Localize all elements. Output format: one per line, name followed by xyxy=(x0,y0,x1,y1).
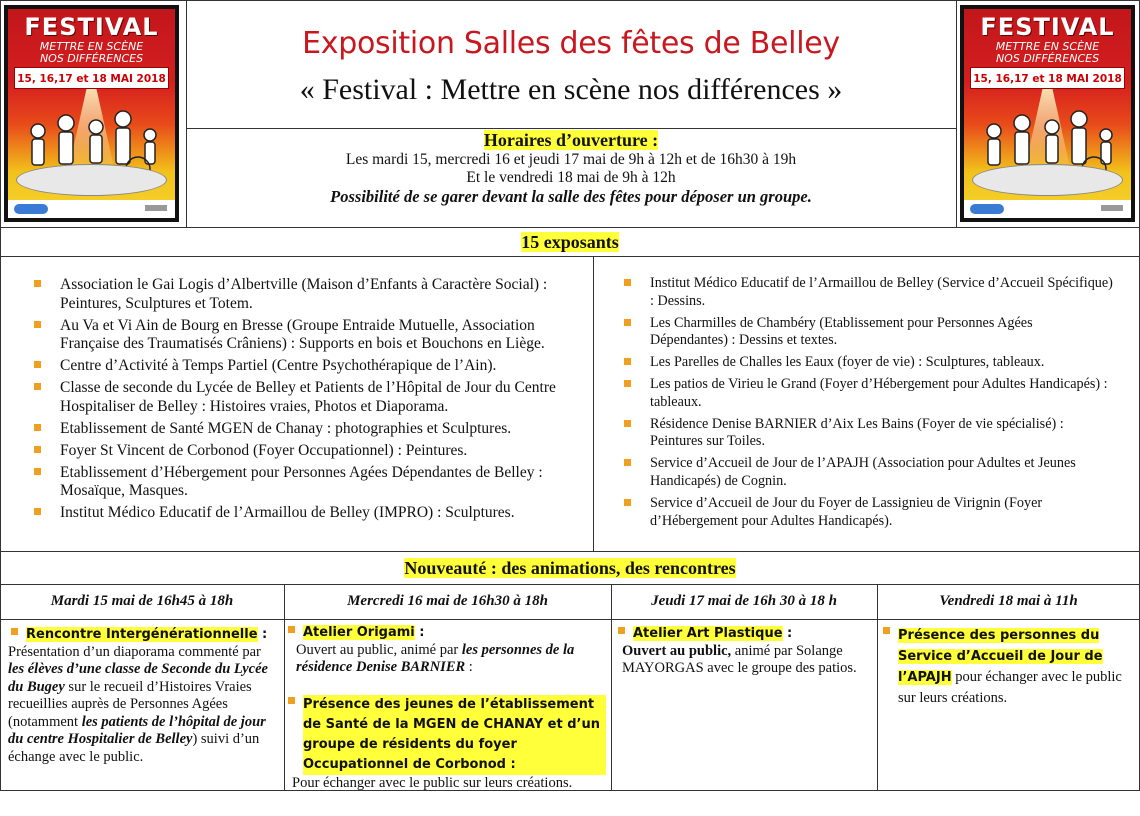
exhibitor-text: Les Parelles de Challes les Eaux (foyer de vie) : Sculptures, tableaux. xyxy=(650,354,1045,371)
event-description-2: Pour échanger avec le public sur leurs créations. xyxy=(292,774,573,791)
header-separator xyxy=(186,128,956,129)
event-title: Rencontre Intergénérationnelle xyxy=(26,627,258,642)
poster-stage xyxy=(972,164,1123,196)
exhibitor-text: Au Va et Vi Ain de Bourg en Bresse (Groupe Entraide Mutuelle, Association Française des Traumatisés Crâniens) : Supports en bois et Bouchons en Liège. xyxy=(60,316,545,352)
poster-subtitle-1: METTRE EN SCÈNE xyxy=(39,40,144,53)
exhibitors-divider xyxy=(593,256,594,551)
poster-footer-mark xyxy=(145,205,167,211)
poster-subtitle-1: METTRE EN SCÈNE xyxy=(995,40,1100,53)
bullet-icon xyxy=(624,358,631,365)
exhibitor-text: Institut Médico Educatif de l’Armaillou de Belley (IMPRO) : Sculptures. xyxy=(60,504,515,521)
poster-subtitle-2: NOS DIFFÉRENCES xyxy=(39,52,144,65)
poster-title: FESTIVAL xyxy=(980,13,1115,41)
text-fragment: : xyxy=(465,659,473,675)
poster-stage xyxy=(16,164,167,196)
text-emphasis: Ouvert au public, xyxy=(622,642,732,659)
bullet-icon xyxy=(34,424,41,431)
event-title-colon: : xyxy=(414,625,425,640)
festival-poster-left xyxy=(4,5,179,222)
opening-hours-block xyxy=(186,130,956,207)
text-emphasis: les personnes de la résidence Denise BARNIER xyxy=(296,641,575,675)
poster-dates: 15, 16,17 et 18 MAI 2018 xyxy=(14,67,169,89)
event-friday-text xyxy=(898,625,1135,708)
days-divider-3 xyxy=(877,584,878,790)
exhibitor-item xyxy=(34,420,586,439)
day-heading-tuesday: Mardi 15 mai de 16h45 à 18h xyxy=(50,593,234,609)
event-wednesday xyxy=(288,624,606,792)
event-thursday xyxy=(618,625,873,678)
exhibitor-item xyxy=(624,315,1114,350)
exhibitor-text: Classe de seconde du Lycée de Belley et Patients de l’Hôpital de Jour du Centre Hospitaliser de Belley : Histoires vraies, Photos et Diaporama. xyxy=(60,379,556,415)
bullet-icon xyxy=(618,627,625,634)
parking-note: Possibilité de se garer devant la salle des fêtes pour déposer un groupe. xyxy=(330,187,812,206)
exhibitor-item xyxy=(624,376,1114,411)
page-title: Exposition Salles des fêtes de Belley xyxy=(302,26,840,61)
exhibitor-item xyxy=(624,275,1114,310)
exhibitors-heading: 15 exposants xyxy=(521,232,619,252)
exhibitor-item xyxy=(34,357,586,376)
bullet-icon xyxy=(34,361,41,368)
bullet-icon xyxy=(34,468,41,475)
days-divider-2 xyxy=(611,584,612,790)
bullet-icon xyxy=(34,446,41,453)
exhibitor-text: Les Charmilles de Chambéry (Etablissement pour Personnes Agées Dépendantes) : Dessins et textes. xyxy=(650,314,1033,349)
bullet-icon xyxy=(288,626,295,633)
exhibitor-item xyxy=(34,504,586,523)
text-fragment: pour échanger avec le public sur leurs créations. xyxy=(898,669,1122,706)
text-emphasis: les élèves d’une classe de Seconde du Lycée du Bugey xyxy=(8,661,268,695)
row-separator-2 xyxy=(0,256,1140,257)
row-separator-5 xyxy=(0,619,1140,620)
exhibitor-text: Les patios de Virieu le Grand (Foyer d’Hébergement pour Adultes Handicapés) : tableaux. xyxy=(650,376,1108,410)
event-description xyxy=(296,642,606,677)
exhibitor-text: Centre d’Activité à Temps Partiel (Centre Psychothérapique de l’Ain). xyxy=(60,357,497,374)
event-title: Présence des personnes du Service d’Accueil de Jour de l’APAJH xyxy=(898,628,1103,685)
poster-subtitle-2: NOS DIFFÉRENCES xyxy=(995,52,1100,65)
bullet-icon xyxy=(624,319,631,326)
table-border-top xyxy=(0,0,1140,1)
exhibitor-text: Service d’Accueil de Jour du Foyer de Lassignieu de Virignin (Foyer d’Hébergement pour Adultes Handicapés). xyxy=(650,495,1043,529)
poster-title: FESTIVAL xyxy=(24,13,159,41)
exhibitor-item xyxy=(624,495,1114,530)
exhibitor-text: Association le Gai Logis d’Albertville (Maison d’Enfants à Caractère Social) : Peintures, Sculptures et Totem. xyxy=(60,276,548,312)
exhibitor-item xyxy=(624,354,1114,372)
exhibitor-item xyxy=(34,442,586,461)
bullet-icon xyxy=(34,321,41,328)
poster-footer xyxy=(964,200,1131,218)
bullet-icon xyxy=(883,627,890,634)
event-title-colon: : xyxy=(257,627,268,642)
exhibitor-item xyxy=(34,464,586,501)
text-fragment: animé par Solange MAYORGAS avec le groupe des patios. xyxy=(622,642,857,676)
day-heading-thursday: Jeudi 17 mai de 16h 30 à 18 h xyxy=(651,593,837,609)
bullet-icon xyxy=(624,499,631,506)
bullet-icon xyxy=(34,508,41,515)
event-tuesday xyxy=(8,626,280,766)
bullet-icon xyxy=(624,459,631,466)
exhibitor-text: Institut Médico Educatif de l’Armaillou de Belley (Service d’Accueil Spécifique) : Dessins. xyxy=(650,275,1113,309)
poster-footer-mark xyxy=(1101,205,1123,211)
exhibitor-text: Foyer St Vincent de Corbonod (Foyer Occupationnel) : Peintures. xyxy=(60,441,468,459)
bullet-icon xyxy=(624,279,631,286)
exhibitor-text: Résidence Denise BARNIER d’Aix Les Bains (Foyer de vie spécialisé) : Peintures sur Toiles. xyxy=(650,415,1064,450)
table-border-left xyxy=(0,0,1,791)
festival-poster-right xyxy=(960,5,1135,222)
event-description xyxy=(8,644,280,767)
header-divider-right xyxy=(956,0,957,227)
event-title: Atelier Art Plastique xyxy=(633,626,783,641)
text-fragment: Ouvert au public, animé par xyxy=(296,641,462,658)
exhibitor-item xyxy=(34,317,586,354)
text-fragment: ) suivi d’un échange avec le public. xyxy=(8,731,260,765)
bullet-icon xyxy=(624,380,631,387)
text-fragment: sur le recueil d’Histoires Vraies recueillies auprès de Personnes Agées (notamment xyxy=(8,678,252,730)
exhibitor-item xyxy=(34,276,586,313)
poster-logo xyxy=(970,204,1004,214)
row-separator-3 xyxy=(0,551,1140,552)
poster-footer xyxy=(8,200,175,218)
exhibitor-item xyxy=(624,416,1114,451)
event-description xyxy=(622,643,873,678)
event-title: Atelier Origami xyxy=(303,625,415,640)
event-friday xyxy=(883,625,1135,708)
poster-dates: 15, 16,17 et 18 MAI 2018 xyxy=(970,67,1125,89)
opening-hours-line-1: Les mardi 15, mercredi 16 et jeudi 17 mai de 9h à 12h et de 16h30 à 19h xyxy=(345,151,797,168)
row-separator-4 xyxy=(0,584,1140,585)
exhibitor-text: Etablissement de Santé MGEN de Chanay : photographies et Sculptures. xyxy=(60,419,512,437)
page-subtitle: « Festival : Mettre en scène nos différences » xyxy=(299,73,843,106)
day-heading-friday: Vendredi 18 mai à 11h xyxy=(939,593,1078,609)
event-second-item xyxy=(288,695,606,775)
bullet-icon xyxy=(624,420,631,427)
exhibitors-heading-row xyxy=(0,232,1140,253)
day-heading-wednesday: Mercredi 16 mai de 16h30 à 18h xyxy=(347,593,548,609)
bullet-icon xyxy=(34,280,41,287)
opening-hours-line-2: Et le vendredi 18 mai de 9h à 12h xyxy=(466,169,676,186)
event-title-2: Présence des jeunes de l’établissement de Santé de la MGEN de CHANAY et d’un groupe de résidents du foyer Occupationnel de Corbonod : xyxy=(303,695,606,775)
exhibitors-list-right xyxy=(624,275,1114,535)
row-separator-1 xyxy=(0,227,1140,228)
bullet-icon xyxy=(288,697,295,704)
bullet-icon xyxy=(34,383,41,390)
event-title-colon: : xyxy=(782,626,793,641)
days-divider-1 xyxy=(284,584,285,790)
news-heading-row xyxy=(0,558,1140,579)
exhibitor-text: Etablissement d’Hébergement pour Personnes Agées Dépendantes de Belley : Mosaïque, Masques. xyxy=(60,463,543,499)
poster-logo xyxy=(14,204,48,214)
exhibitor-item xyxy=(624,455,1114,490)
bullet-icon xyxy=(11,628,18,635)
exhibitor-item xyxy=(34,379,586,416)
opening-hours-heading: Horaires d’ouverture : xyxy=(483,130,659,150)
text-fragment: Présentation d’un diaporama commenté par xyxy=(8,643,261,660)
news-heading: Nouveauté : des animations, des rencontres xyxy=(404,558,736,578)
exhibitor-text: Service d’Accueil de Jour de l’APAJH (Association pour Adultes et Jeunes Handicapés) de Cognin. xyxy=(650,455,1076,489)
text-emphasis: les patients de l’hôpital de jour du centre Hospitalier de Belley xyxy=(8,713,266,747)
exhibitors-list-left xyxy=(34,276,586,526)
